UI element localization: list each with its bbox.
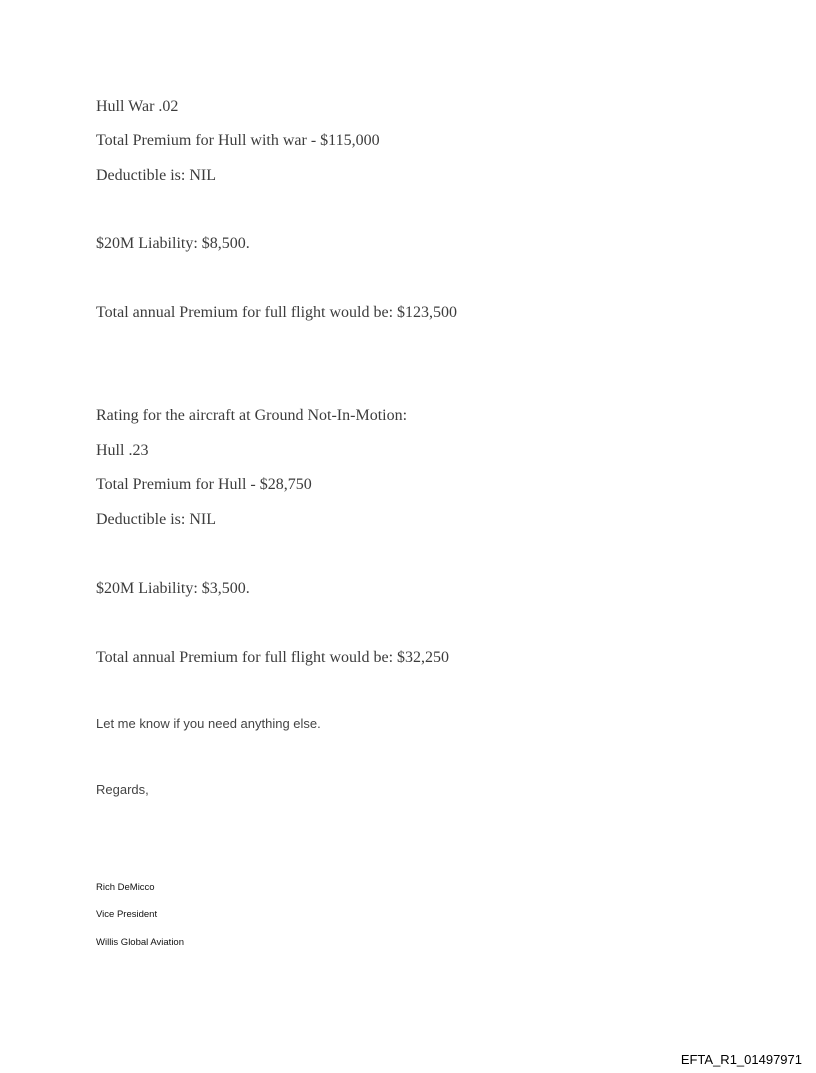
ground-deductible: Deductible is: NIL [96, 511, 216, 528]
document-id: EFTA_R1_01497971 [680, 1052, 802, 1067]
closing-regards: Regards, [96, 782, 149, 797]
signature-name: Rich DeMicco [96, 882, 155, 893]
hull-war-rate: Hull War .02 [96, 98, 179, 115]
closing-note: Let me know if you need anything else. [96, 716, 321, 731]
ground-total-annual-premium: Total annual Premium for full flight would be: $32,250 [96, 649, 450, 666]
ground-hull-rate: Hull .23 [96, 442, 149, 459]
flight-liability: $20M Liability: $8,500. [96, 235, 250, 252]
total-premium-hull-war: Total Premium for Hull with war - $115,000 [96, 132, 380, 149]
ground-liability: $20M Liability: $3,500. [96, 580, 250, 597]
ground-rating-heading: Rating for the aircraft at Ground Not-In-Motion: [96, 407, 408, 424]
flight-deductible: Deductible is: NIL [96, 167, 216, 184]
ground-total-premium-hull: Total Premium for Hull - $28,750 [96, 476, 312, 493]
signature-company: Willis Global Aviation [96, 937, 185, 948]
flight-total-annual-premium: Total annual Premium for full flight would be: $123,500 [96, 304, 458, 321]
signature-title: Vice President [96, 909, 158, 920]
